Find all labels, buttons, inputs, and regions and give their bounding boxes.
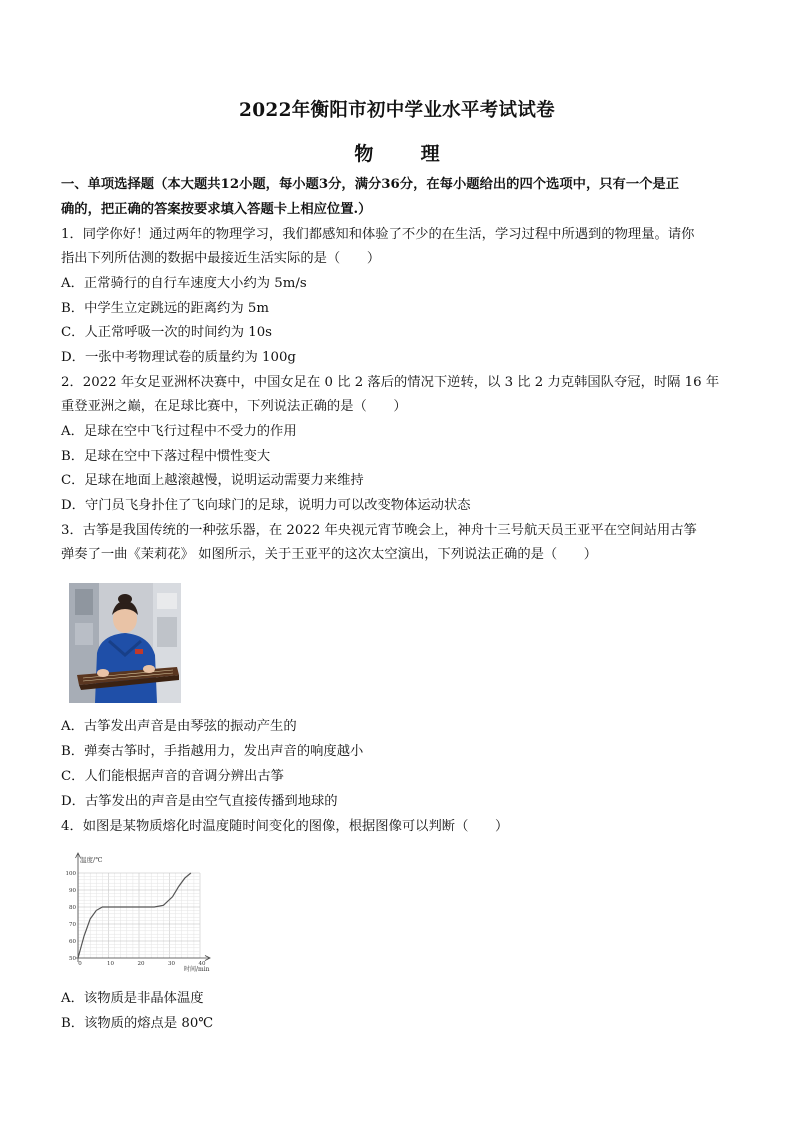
melting-graph-svg: [64, 850, 216, 976]
x-tick-label: 20: [137, 961, 145, 967]
subject-title: [0, 139, 794, 166]
q4-option-a: A．该物质是非晶体温度: [61, 991, 204, 1006]
question-2-stem: 2．2022 年女足亚洲杯决赛中，中国女足在 0 比 2 落后的情况下逆转，以 3 比 2 力克韩国队夺冠，时隔 16 年: [61, 375, 720, 390]
graph-xlabel: 时间/min: [184, 966, 210, 973]
question-3-stem: 3．古筝是我国传统的一种弦乐器，在 2022 年央视元宵节晚会上，神舟十三号航天员王亚平在空间站用古筝: [61, 523, 697, 538]
y-tick-label: 60: [69, 939, 76, 945]
y-tick-label: 100: [65, 871, 76, 877]
q2-option-d: D．守门员飞身扑住了飞向球门的足球，说明力可以改变物体运动状态: [61, 498, 471, 513]
q1-option-a: A．正常骑行的自行车速度大小约为 5m/s: [61, 276, 307, 291]
x-tick-label: 0: [78, 961, 82, 967]
graph-ylabel: 温度/℃: [80, 856, 103, 864]
q1-option-d: D．一张中考物理试卷的质量约为 100g: [61, 350, 296, 365]
q1-option-b: B．中学生立定跳远的距离约为 5m: [61, 301, 269, 316]
section-heading: 一、单项选择题（本大题共12小题，每小题3分，满分36分，在每小题给出的四个选项中，只有一个是正: [61, 177, 680, 192]
subject-char-1: 物: [354, 143, 374, 165]
q3-option-a: A．古筝发出声音是由琴弦的振动产生的: [61, 719, 297, 734]
question-1-stem-cont: 指出下列所估测的数据中最接近生活实际的是（ ）: [61, 251, 381, 266]
x-tick-label: 10: [107, 961, 114, 967]
subject-char-2: 理: [420, 143, 440, 165]
q3-option-d: D．古筝发出的声音是由空气直接传播到地球的: [61, 794, 338, 809]
q4-option-b: B．该物质的熔点是 80℃: [61, 1016, 214, 1031]
q2-option-c: C．足球在地面上越滚越慢，说明运动需要力来维持: [61, 473, 364, 488]
x-tick-label: 30: [168, 961, 175, 967]
question-2-stem-cont: 重登亚洲之巅，在足球比赛中，下列说法正确的是（ ）: [61, 399, 407, 414]
q3-option-c: C．人们能根据声音的音调分辨出古筝: [61, 769, 284, 784]
astronaut-guzheng-photo: [69, 583, 181, 703]
q3-option-b: B．弹奏古筝时，手指越用力，发出声音的响度越小: [61, 744, 364, 759]
q1-option-c: C．人正常呼吸一次的时间约为 10s: [61, 325, 273, 340]
question-4-stem: 4．如图是某物质熔化时温度随时间变化的图像，根据图像可以判断（ ）: [61, 819, 509, 834]
y-tick-label: 50: [69, 956, 76, 962]
graph-curve: [78, 873, 191, 958]
q2-option-b: B．足球在空中下落过程中惯性变大: [61, 449, 271, 464]
y-tick-label: 70: [69, 922, 76, 928]
y-tick-label: 90: [69, 888, 76, 894]
question-1-stem: 1．同学你好！通过两年的物理学习，我们都感知和体验了不少的在生活，学习过程中所遇到的物理量。请你: [61, 227, 695, 242]
x-tick-label: 40: [198, 961, 206, 967]
y-tick-label: 80: [69, 905, 76, 911]
section-heading-cont: 确的，把正确的答案按要求填入答题卡上相应位置.）: [61, 202, 372, 217]
question-3-stem-cont: 弹奏了一曲《茉莉花》 如图所示，关于王亚平的这次太空演出，下列说法正确的是（ ）: [61, 547, 598, 562]
q2-option-a: A．足球在空中飞行过程中不受力的作用: [61, 424, 297, 439]
exam-title: 2022年衡阳市初中学业水平考试试卷: [239, 100, 555, 121]
melting-graph: [64, 850, 216, 976]
